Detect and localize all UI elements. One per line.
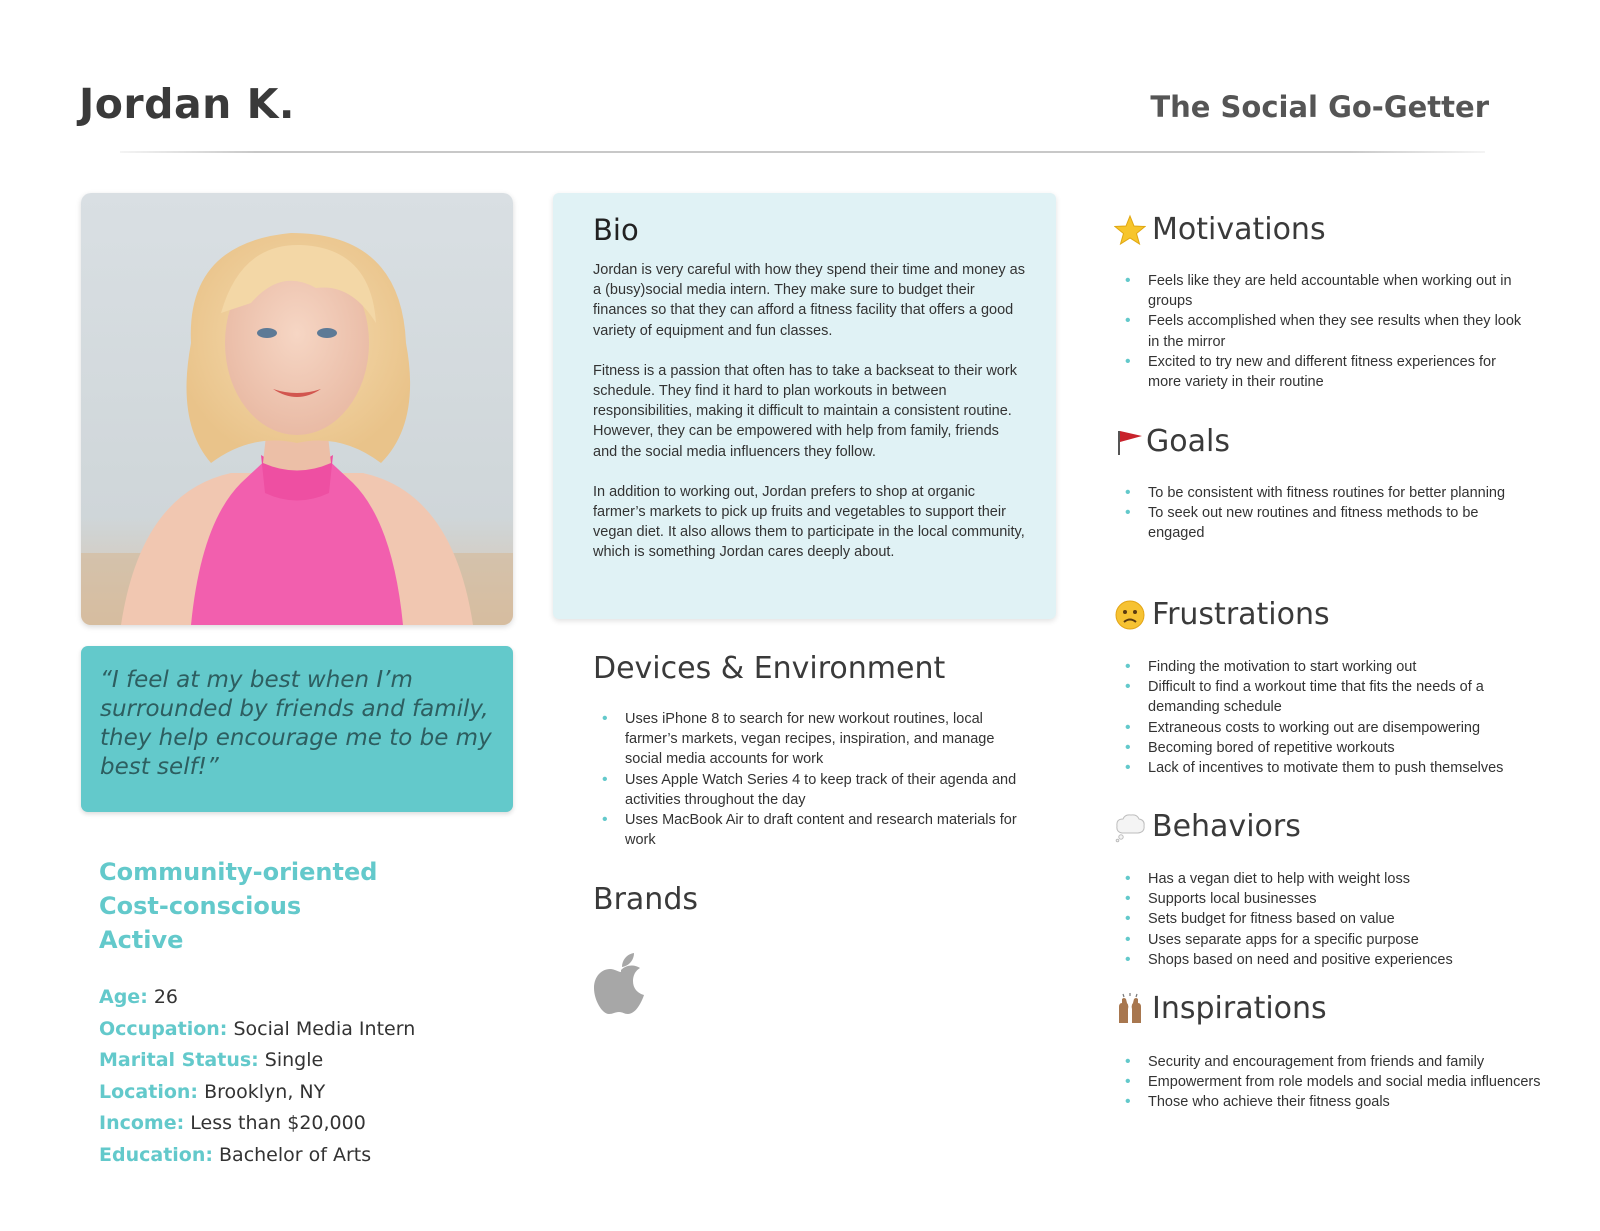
list-item: • Uses iPhone 8 to search for new workout routines, local farmer’s markets, vegan recipes, inspiration, and manage social media accounts for work bbox=[598, 709, 1018, 770]
demo-value: 26 bbox=[153, 986, 179, 1008]
list-item: • To seek out new routines and fitness methods to be engaged bbox=[1121, 503, 1521, 543]
motivations-title bbox=[1114, 212, 1326, 247]
devices-title: Devices & Environment bbox=[593, 651, 946, 686]
quote-card bbox=[81, 646, 513, 812]
demo-value: Social Media Intern bbox=[233, 1017, 416, 1040]
trait-item: Cost-conscious bbox=[99, 892, 302, 920]
list-item: • Becoming bored of repetitive workouts bbox=[1121, 738, 1541, 758]
demographic-location bbox=[99, 1077, 415, 1109]
behaviors-title bbox=[1114, 809, 1301, 844]
demo-label: Age: bbox=[99, 986, 148, 1008]
inspirations-title bbox=[1114, 991, 1327, 1026]
section-title-text: Goals bbox=[1146, 424, 1230, 459]
demo-value: Bachelor of Arts bbox=[219, 1143, 372, 1166]
list-item: • Shops based on need and positive experiences bbox=[1121, 950, 1541, 970]
list-item: • Supports local businesses bbox=[1121, 889, 1541, 909]
motivations-list bbox=[1121, 271, 1531, 392]
goals-list bbox=[1121, 483, 1521, 544]
demographic-income bbox=[99, 1108, 415, 1140]
list-item: • Difficult to find a workout time that fits the needs of a demanding schedule bbox=[1121, 677, 1541, 717]
persona-quote: “I feel at my best when I’m surrounded by friends and family, they help encourage me to be my best self!” bbox=[100, 667, 492, 780]
demo-value: Single bbox=[264, 1049, 324, 1071]
apple-logo bbox=[592, 948, 650, 1018]
bio-paragraph: Fitness is a passion that often has to take a backseat to their work schedule. They find it hard to plan workouts in between responsibilities, making it difficult to maintain a consistent routine. However, they can be empowered with help from family, friends and the social media influencers they follow. bbox=[593, 362, 1017, 460]
header-divider bbox=[120, 151, 1485, 153]
list-item: • Sets budget for fitness based on value bbox=[1121, 909, 1541, 929]
trait-item: Community-oriented bbox=[99, 858, 378, 886]
list-item: • Those who achieve their fitness goals bbox=[1121, 1092, 1541, 1112]
demo-label: Education: bbox=[99, 1143, 213, 1166]
list-item: • Lack of incentives to motivate them to push themselves bbox=[1121, 758, 1541, 778]
demographic-education bbox=[99, 1140, 415, 1172]
list-item: • Feels accomplished when they see results when they look in the mirror bbox=[1121, 311, 1531, 351]
bio-paragraph: Jordan is very careful with how they spend their time and money as a (busy)social media intern. They make sure to budget their finances so that they can afford a fitness facility that offers a good variety of equipment and fun classes. bbox=[593, 262, 1025, 339]
raised-hands-icon bbox=[1114, 993, 1146, 1025]
list-item: • Uses MacBook Air to draft content and research materials for work bbox=[598, 810, 1018, 850]
list-item: • Uses separate apps for a specific purpose bbox=[1121, 930, 1541, 950]
demo-value: Less than $20,000 bbox=[190, 1112, 366, 1134]
devices-list bbox=[598, 709, 1018, 850]
demo-label: Location: bbox=[99, 1080, 199, 1103]
demographic-marital-status bbox=[99, 1045, 415, 1077]
list-item: • Empowerment from role models and social media influencers bbox=[1121, 1072, 1541, 1092]
list-item: • Uses Apple Watch Series 4 to keep track of their agenda and activities throughout the day bbox=[598, 770, 1018, 810]
list-item: • To be consistent with fitness routines for better planning bbox=[1121, 483, 1521, 503]
section-title-text: Motivations bbox=[1152, 212, 1326, 247]
frustrations-title bbox=[1114, 597, 1330, 632]
thought-bubble-icon bbox=[1114, 811, 1146, 843]
inspirations-list bbox=[1121, 1052, 1541, 1113]
persona-traits bbox=[99, 855, 377, 957]
list-item: • Finding the motivation to start working out bbox=[1121, 657, 1541, 677]
star-icon bbox=[1114, 214, 1146, 246]
list-item: • Has a vegan diet to help with weight loss bbox=[1121, 869, 1541, 889]
brands-title: Brands bbox=[593, 882, 698, 917]
behaviors-list bbox=[1121, 869, 1541, 970]
bio-title: Bio bbox=[593, 213, 639, 247]
demo-label: Occupation: bbox=[99, 1017, 228, 1040]
demographic-occupation bbox=[99, 1014, 415, 1046]
list-item: • Security and encouragement from friends and family bbox=[1121, 1052, 1541, 1072]
frustrations-list bbox=[1121, 657, 1541, 778]
section-title-text: Frustrations bbox=[1152, 597, 1330, 632]
persona-name: Jordan K. bbox=[79, 80, 295, 128]
demographics bbox=[99, 982, 415, 1171]
persona-photo bbox=[81, 193, 513, 625]
section-title-text: Behaviors bbox=[1152, 809, 1301, 844]
demo-value: Brooklyn, NY bbox=[204, 1080, 326, 1103]
demo-label: Marital Status: bbox=[99, 1049, 259, 1071]
list-item: • Extraneous costs to working out are disempowering bbox=[1121, 718, 1541, 738]
bio-paragraph: In addition to working out, Jordan prefers to shop at organic farmer’s markets to pick up fruits and vegetables to support their vegan diet. It also allows them to participate in the local community, which is something Jordan cares deeply about. bbox=[593, 483, 1025, 561]
bio-card bbox=[553, 193, 1056, 619]
list-item: • Excited to try new and different fitness experiences for more variety in their routine bbox=[1121, 352, 1531, 392]
trait-item: Active bbox=[99, 926, 184, 954]
frowning-face-icon bbox=[1114, 599, 1146, 631]
goals-title bbox=[1114, 424, 1230, 459]
list-item: • Feels like they are held accountable when working out in groups bbox=[1121, 271, 1531, 311]
section-title-text: Inspirations bbox=[1152, 991, 1327, 1026]
demographic-age bbox=[99, 982, 415, 1014]
flag-icon bbox=[1114, 426, 1146, 458]
demo-label: Income: bbox=[99, 1112, 185, 1134]
persona-title: The Social Go-Getter bbox=[1150, 90, 1489, 124]
